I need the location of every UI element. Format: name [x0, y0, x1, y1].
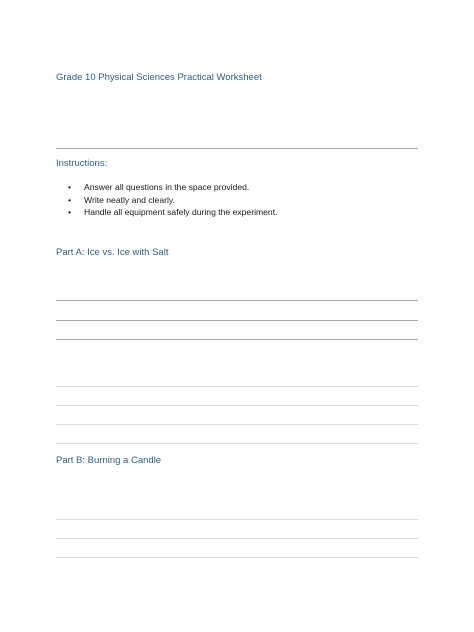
title-divider — [56, 148, 418, 149]
worksheet-title: Grade 10 Physical Sciences Practical Worksheet — [56, 72, 262, 83]
bullet-icon: • — [68, 194, 72, 205]
bullet-icon: • — [68, 207, 72, 217]
instructions-heading: Instructions: — [56, 158, 108, 169]
instruction-item — [56, 206, 277, 219]
answer-line — [56, 519, 418, 520]
answer-line — [56, 557, 418, 558]
instruction-text: Handle all equipment safely during the experiment. — [84, 207, 278, 217]
answer-line — [56, 386, 418, 387]
instruction-text: Answer all questions in the space provided. — [84, 182, 250, 192]
answer-line — [56, 320, 418, 321]
part-b-heading: Part B: Burning a Candle — [56, 455, 162, 466]
answer-line — [56, 405, 418, 406]
answer-line — [56, 443, 418, 444]
instruction-text: Write neatly and clearly. — [84, 194, 175, 205]
instruction-item — [56, 194, 277, 207]
answer-line — [56, 339, 418, 340]
answer-line — [56, 424, 418, 425]
answer-line — [56, 538, 418, 539]
instruction-item — [56, 181, 277, 194]
instructions-list — [56, 181, 277, 219]
answer-line — [56, 300, 418, 301]
bullet-icon: • — [68, 182, 72, 192]
part-a-heading: Part A: Ice vs. Ice with Salt — [56, 247, 169, 258]
